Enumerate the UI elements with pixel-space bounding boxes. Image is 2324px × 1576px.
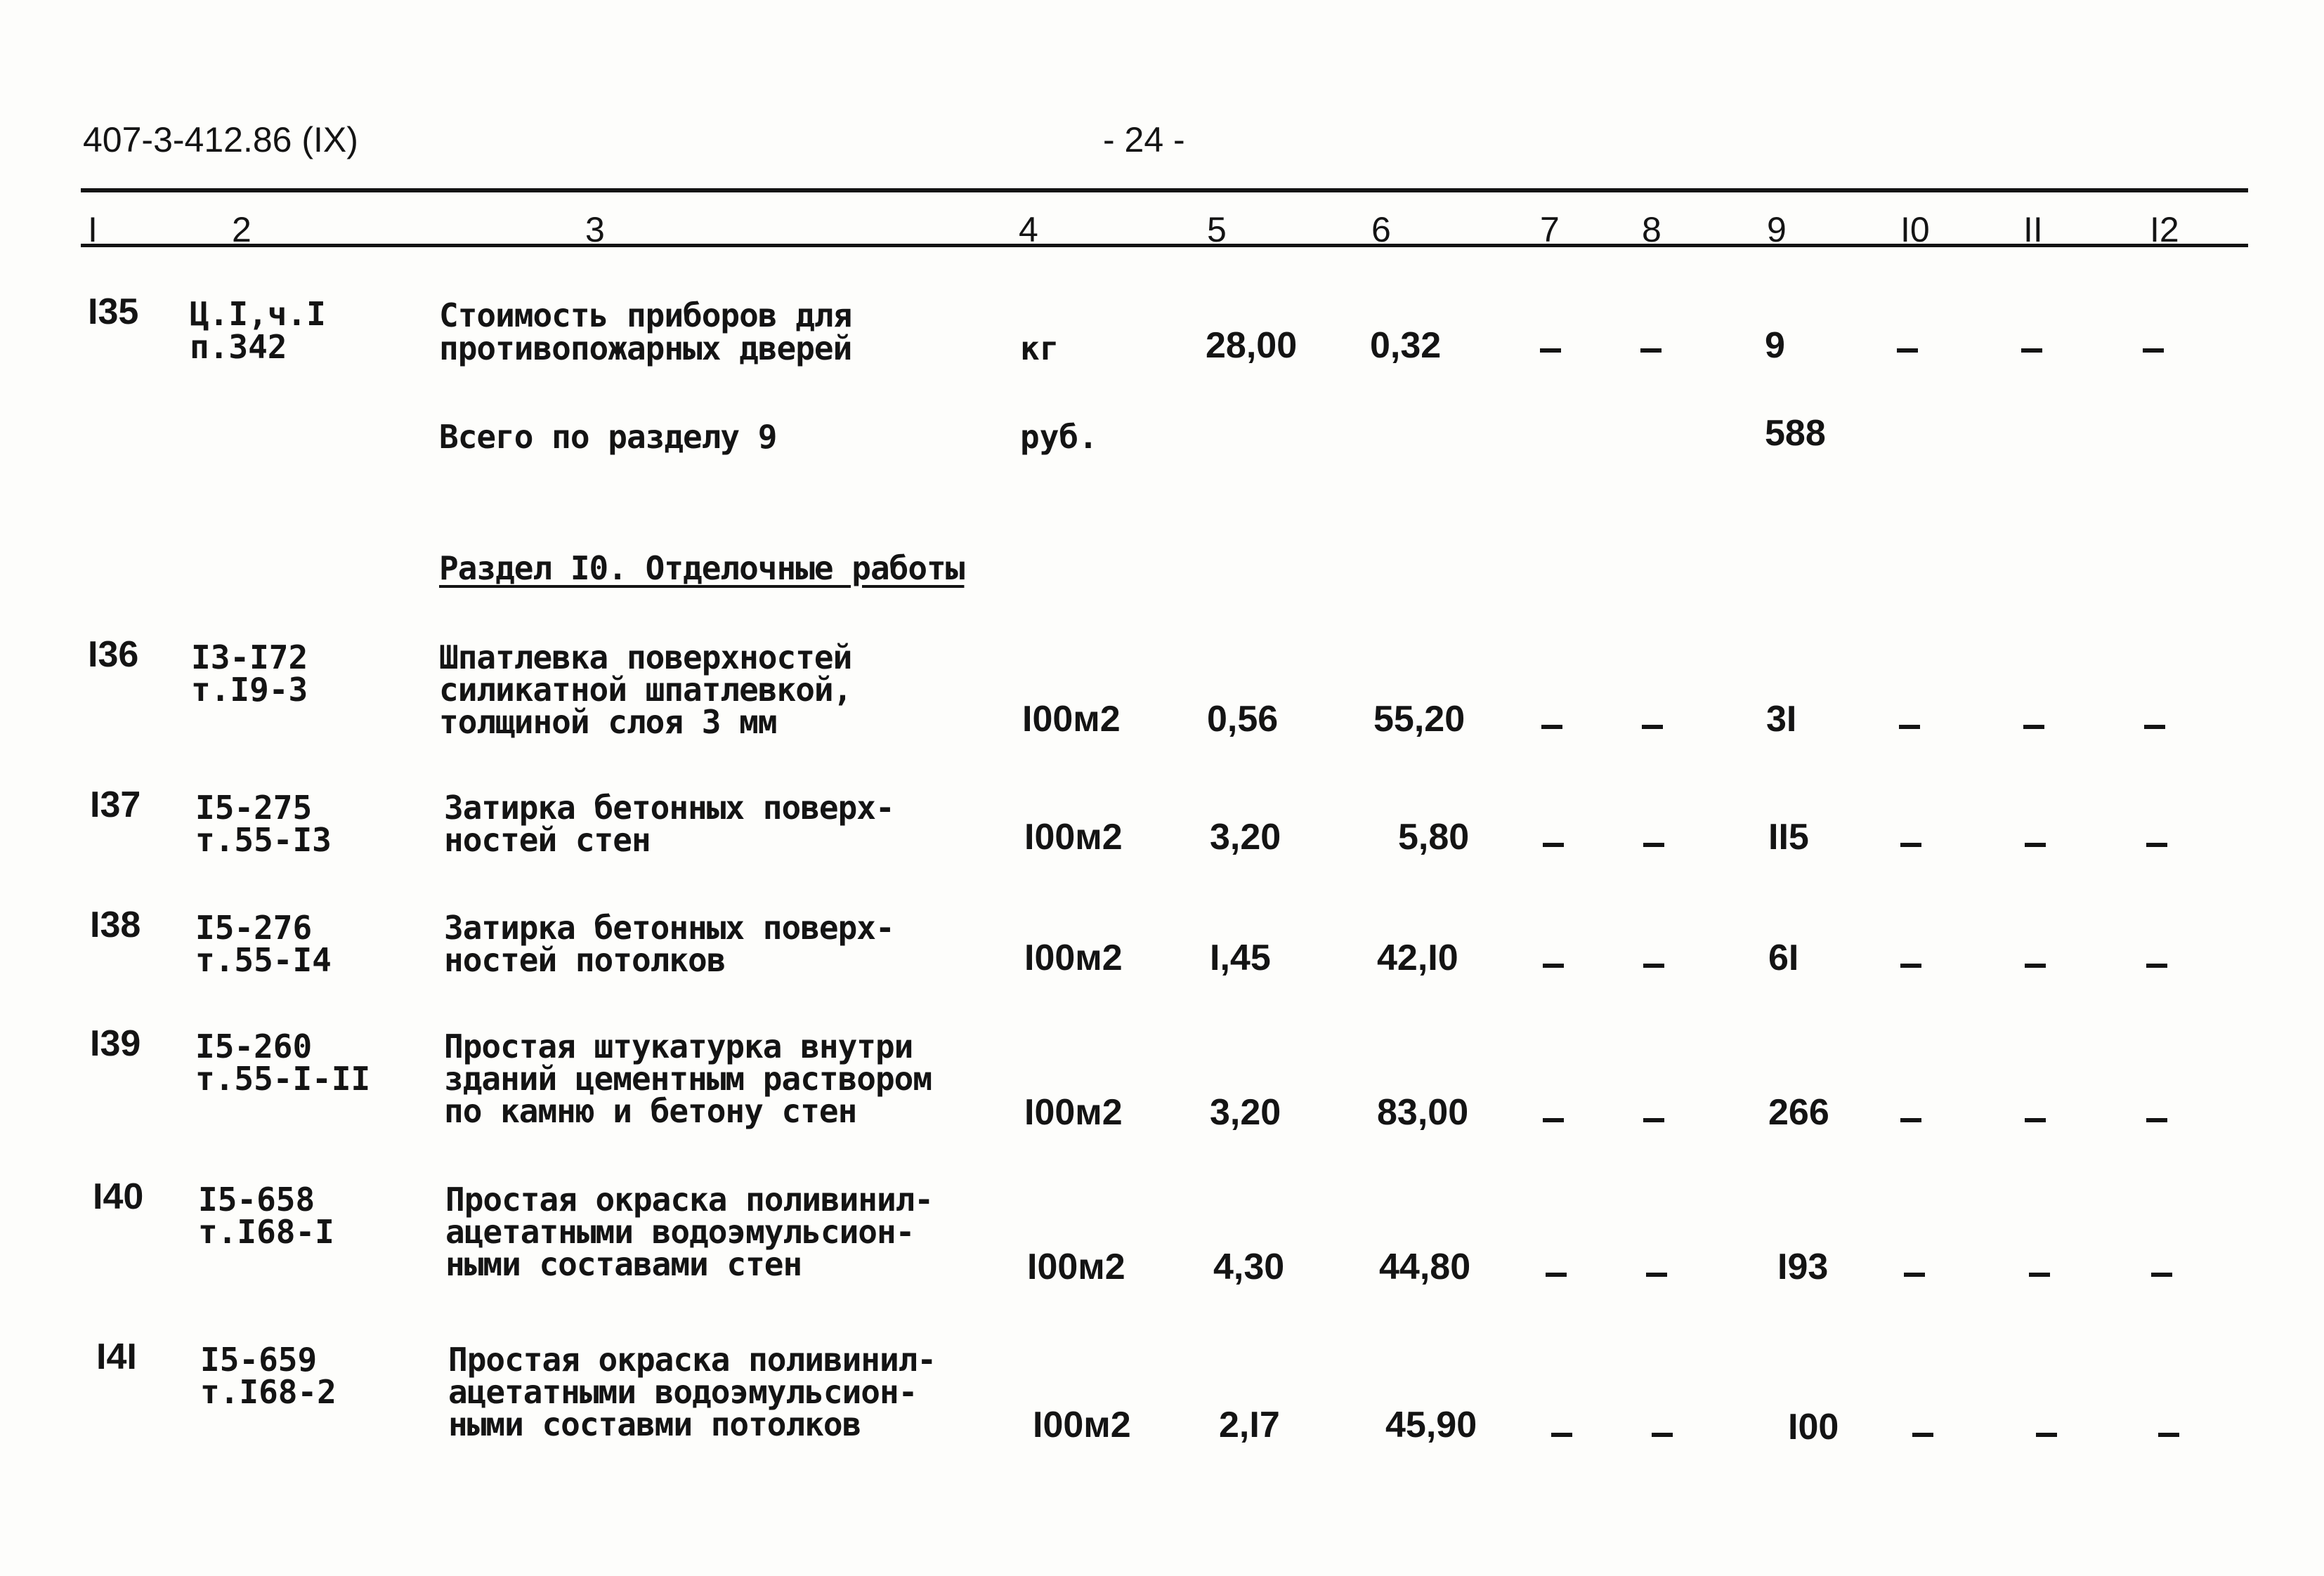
empty-cell-dash: [1543, 1118, 1564, 1122]
empty-cell-dash: [1643, 1118, 1664, 1122]
unit: I00м2: [1024, 1092, 1123, 1133]
empty-cell-dash: [1643, 843, 1664, 847]
column-number: 3: [585, 210, 605, 249]
empty-cell-dash: [1543, 843, 1564, 847]
empty-cell-dash: [1640, 348, 1662, 353]
quantity: I,45: [1210, 938, 1271, 978]
work-description: Простая окраска поливинил-: [445, 1181, 934, 1219]
rate-reference: I5-260: [195, 1027, 313, 1065]
unit: I00м2: [1024, 938, 1123, 978]
empty-cell-dash: [2021, 348, 2042, 353]
column-number: I: [88, 210, 98, 249]
unit: I00м2: [1024, 817, 1123, 858]
rate-reference: т.55-I-II: [195, 1060, 371, 1098]
column-number: 4: [1019, 210, 1038, 249]
column-number: 2: [232, 210, 252, 249]
unit-price: 0,32: [1370, 325, 1442, 366]
empty-cell-dash: [1900, 843, 1921, 847]
rate-reference: т.I9-3: [191, 671, 308, 709]
column-number: 9: [1767, 210, 1787, 249]
empty-cell-dash: [1912, 1433, 1933, 1437]
unit: I00м2: [1027, 1247, 1125, 1287]
empty-cell-dash: [2023, 725, 2044, 729]
work-description: ными составами стен: [445, 1245, 802, 1283]
work-description: ностей стен: [444, 821, 651, 859]
column-number: II: [2023, 210, 2043, 249]
quantity: 4,30: [1213, 1247, 1285, 1287]
total-cost: I00: [1788, 1407, 1839, 1447]
work-description: ацетатными водоэмульсион-: [445, 1213, 915, 1251]
unit: I00м2: [1022, 699, 1121, 740]
total-cost: 9: [1765, 325, 1785, 366]
empty-cell-dash: [2158, 1433, 2179, 1437]
rate-reference: т.55-I3: [195, 821, 332, 859]
empty-cell-dash: [1643, 964, 1664, 968]
rate-reference: п.342: [190, 328, 287, 366]
column-number: 6: [1371, 210, 1391, 249]
empty-cell-dash: [2146, 843, 2167, 847]
row-number: I35: [88, 291, 139, 332]
empty-cell-dash: [1546, 1273, 1567, 1277]
unit-price: 55,20: [1373, 699, 1465, 740]
rate-reference: I5-276: [195, 909, 313, 947]
work-description: ными составми потолков: [448, 1405, 861, 1443]
column-number: 7: [1540, 210, 1560, 249]
empty-cell-dash: [1897, 348, 1918, 353]
rate-reference: т.I68-I: [198, 1213, 334, 1251]
work-description: Шпатлевка поверхностей: [439, 638, 852, 676]
empty-cell-dash: [2036, 1433, 2057, 1437]
work-description: Затирка бетонных поверх-: [444, 789, 894, 827]
unit-price: 5,80: [1398, 817, 1470, 858]
total-label: Всего по разделу 9: [439, 418, 777, 456]
rate-reference: I5-275: [195, 789, 313, 827]
empty-cell-dash: [1642, 725, 1663, 729]
row-number: I39: [90, 1023, 141, 1064]
row-number: I38: [90, 905, 141, 945]
unit: I00м2: [1033, 1405, 1131, 1445]
empty-cell-dash: [1646, 1273, 1667, 1277]
table-top-rule: [81, 188, 2248, 192]
rate-reference: т.55-I4: [195, 941, 332, 979]
rate-reference: I5-659: [200, 1341, 318, 1379]
quantity: 3,20: [1210, 1092, 1281, 1133]
empty-cell-dash: [2151, 1273, 2172, 1277]
empty-cell-dash: [1904, 1273, 1925, 1277]
work-description: зданий цементным раствором: [444, 1060, 932, 1098]
total-cost: I93: [1777, 1247, 1829, 1287]
total-cost: 3I: [1766, 699, 1797, 740]
empty-cell-dash: [1541, 725, 1562, 729]
work-description: Затирка бетонных поверх-: [444, 909, 894, 947]
work-description: ностей потолков: [444, 941, 726, 979]
empty-cell-dash: [2029, 1273, 2050, 1277]
empty-cell-dash: [1543, 964, 1564, 968]
empty-cell-dash: [1900, 1118, 1921, 1122]
quantity: 28,00: [1206, 325, 1298, 366]
rate-reference: I5-658: [198, 1181, 315, 1219]
column-number: I0: [1900, 210, 1930, 249]
empty-cell-dash: [1551, 1433, 1572, 1437]
empty-cell-dash: [2146, 1118, 2167, 1122]
quantity: 2,I7: [1219, 1405, 1280, 1445]
total-cost: II5: [1768, 817, 1809, 858]
column-number: I2: [2150, 210, 2179, 249]
empty-cell-dash: [1900, 964, 1921, 968]
total-cost: 6I: [1768, 938, 1799, 978]
row-number: I37: [90, 784, 141, 825]
total-cost: 266: [1768, 1092, 1829, 1133]
empty-cell-dash: [1652, 1433, 1673, 1437]
work-description: силикатной шпатлевкой,: [439, 671, 852, 709]
section-total: 588: [1765, 413, 1826, 454]
rate-reference: I3-I72: [191, 638, 308, 676]
unit-price: 44,80: [1379, 1247, 1471, 1287]
work-description: Простая окраска поливинил-: [448, 1341, 936, 1379]
unit: руб.: [1020, 418, 1098, 456]
rate-reference: т.I68-2: [200, 1373, 337, 1411]
empty-cell-dash: [2025, 1118, 2046, 1122]
empty-cell-dash: [2025, 964, 2046, 968]
empty-cell-dash: [2146, 964, 2167, 968]
unit-price: 83,00: [1377, 1092, 1469, 1133]
unit-price: 45,90: [1385, 1405, 1477, 1445]
rate-reference: Ц.I,ч.I: [190, 295, 326, 333]
empty-cell-dash: [2144, 725, 2165, 729]
empty-cell-dash: [2025, 843, 2046, 847]
page-number: - 24 -: [1103, 120, 1185, 159]
row-number: I40: [93, 1176, 144, 1217]
work-description: по камню и бетону стен: [444, 1092, 857, 1130]
empty-cell-dash: [1899, 725, 1920, 729]
column-number: 8: [1642, 210, 1662, 249]
section-heading: Раздел I0. Отделочные работы: [439, 549, 965, 587]
work-description: Простая штукатурка внутри: [444, 1027, 913, 1065]
quantity: 0,56: [1207, 699, 1279, 740]
work-description: противопожарных дверей: [439, 329, 852, 367]
document-code: 407-3-412.86 (IX): [83, 120, 358, 159]
work-description: Стоимость приборов для: [439, 296, 852, 334]
quantity: 3,20: [1210, 817, 1281, 858]
work-description: ацетатными водоэмульсион-: [448, 1373, 918, 1411]
column-number: 5: [1207, 210, 1227, 249]
unit: кг: [1020, 329, 1059, 367]
empty-cell-dash: [1540, 348, 1561, 353]
unit-price: 42,I0: [1377, 938, 1458, 978]
empty-cell-dash: [2143, 348, 2164, 353]
work-description: толщиной слоя 3 мм: [439, 703, 777, 741]
row-number: I36: [88, 634, 139, 675]
row-number: I4I: [96, 1337, 137, 1377]
